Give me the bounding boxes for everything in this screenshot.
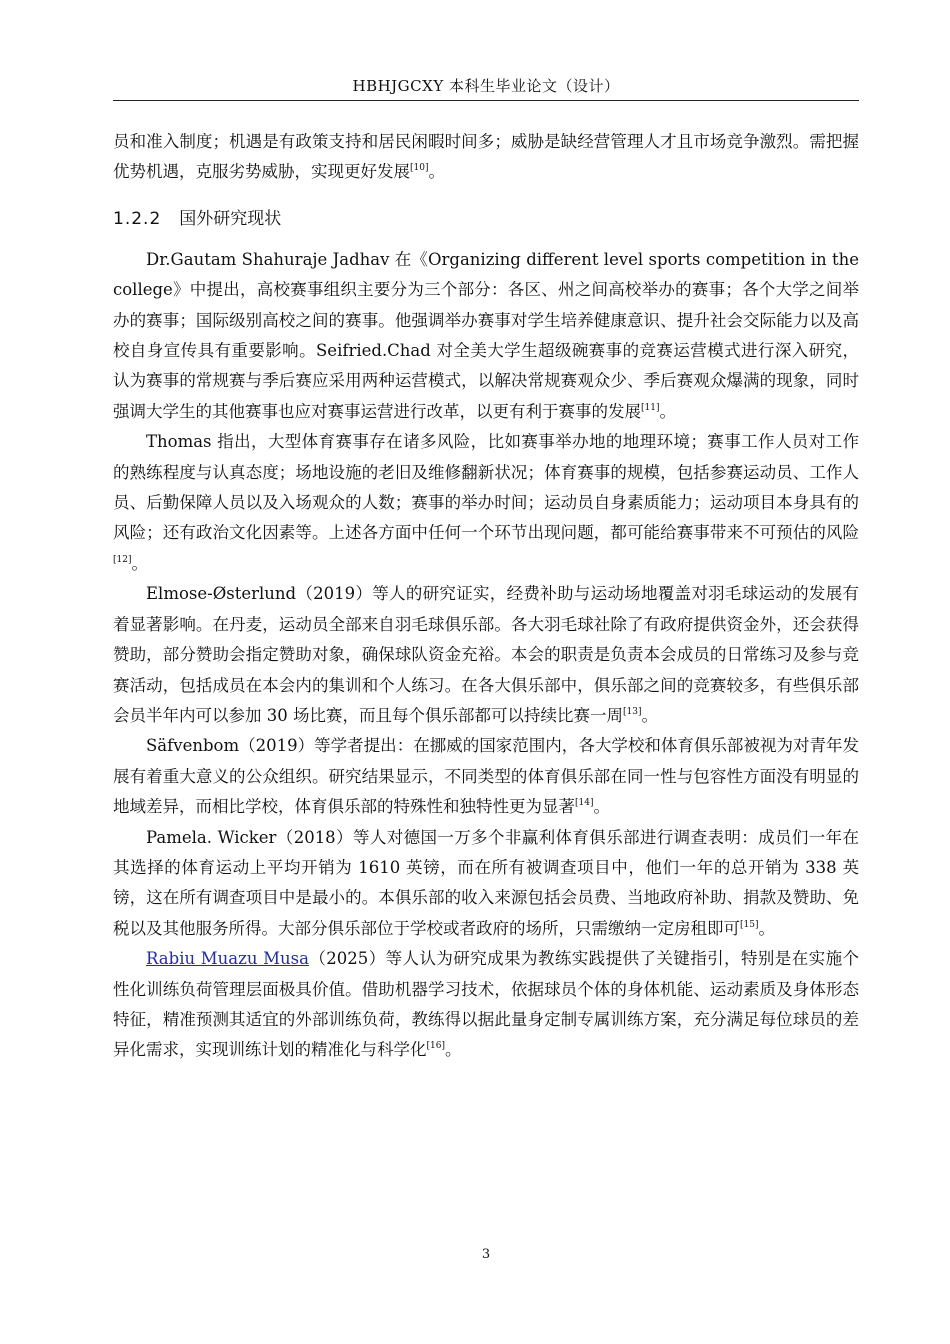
paragraph-text: Thomas 指出，大型体育赛事存在诸多风险，比如赛事举办地的地理环境；赛事工作人员对工作的熟练程度与认真态度；场地设施的老旧及维修翻新状况；体育赛事的规模，包括参赛运动员、工作人员、后勤保障人员以及入场观众的人数；赛事的举办时间；运动员自身素质能力；运动项目本身具有的风险；还有政治文化因素等。上述各方面中任何一个环节出现问题，都可能给赛事带来不可预估的风险 [113, 432, 859, 543]
section-title: 国外研究现状 [179, 208, 282, 229]
section-number: 1.2.2 [113, 208, 162, 229]
paragraph-safvenbom [113, 731, 859, 822]
paragraph-end: 。 [641, 705, 658, 725]
paragraph-end: 。 [428, 162, 445, 182]
paragraph-text: Pamela. Wicker（2018）等人对德国一万多个非赢利体育俱乐部进行调查表明：成员们一年在其选择的体育运动上平均开销为 1610 英镑，而在所有被调查项目中，他们一年的总开销为 338 英镑，这在所有调查项目中是最小的。本俱乐部的收入来源包括会员费、当地政府补助、捐款及赞助、免税以及其他服务所得。大部分俱乐部位于学校或者政府的场所，只需缴纳一定房租即可 [113, 827, 859, 938]
paragraph-wicker [113, 823, 859, 945]
paragraph-elmose [113, 579, 859, 731]
paragraph-text: Dr.Gautam Shahuraje Jadhav 在《Organizing different level sports competition in the college》中提出，高校赛事组织主要分为三个部分：各区、州之间高校举办的赛事；各个大学之间举办的赛事；国际级别高校之间的赛事。他强调举办赛事对学生培养健康意识、提升社会交际能力以及高校自身宣传具有重要影响。Seifried.Chad 对全美大学生超级碗赛事的竞赛运营模式进行深入研究，认为赛事的常规赛与季后赛应采用两种运营模式，以解决常规赛观众少、季后赛观众爆满的现象，同时强调大学生的其他赛事也应对赛事运营进行改革，以更有利于赛事的发展 [113, 249, 859, 421]
section-heading [113, 205, 859, 233]
paragraph-jadhav [113, 245, 859, 427]
page-number: 3 [481, 1247, 491, 1262]
intro-paragraph [113, 127, 859, 188]
page-content [113, 127, 859, 1066]
citation: [10] [410, 163, 429, 174]
paragraph-text: （2025）等人认为研究成果为教练实践提供了关键指引，特别是在实施个性化训练负荷管理层面极具价值。借助机器学习技术，依据球员个体的身体机能、运动素质及身体形态特征，精准预测其适宜的外部训练负荷，教练得以据此量身定制专属训练方案，充分满足每位球员的差异化需求，实现训练计划的精准化与科学化 [113, 949, 859, 1060]
citation: [15] [740, 919, 759, 930]
paragraph-text: 员和准入制度；机遇是有政策支持和居民闲暇时间多；威胁是缺经营管理人才且市场竞争激烈。需把握优势机遇，克服劣势威胁，实现更好发展 [113, 132, 859, 182]
paragraph-end: 。 [659, 401, 676, 421]
paragraph-thomas [113, 427, 859, 579]
citation: [13] [623, 706, 642, 717]
citation: [11] [641, 402, 660, 413]
header-rule [113, 100, 859, 101]
citation: [16] [426, 1041, 445, 1052]
paragraph-end: 。 [758, 918, 775, 938]
citation: [12] [113, 554, 132, 565]
paragraph-end: 。 [131, 553, 148, 573]
citation: [14] [575, 798, 594, 809]
page-header: HBHJGCXY 本科生毕业论文（设计） [352, 77, 620, 95]
paragraph-end: 。 [593, 797, 610, 817]
paragraph-musa [113, 944, 859, 1066]
paragraph-text: Säfvenbom（2019）等学者提出：在挪威的国家范围内，各大学校和体育俱乐部被视为对青年发展有着重大意义的公众组织。研究结果显示，不同类型的体育俱乐部在同一性与包容性方面没有明显的地域差异，而相比学校，体育俱乐部的特殊性和独特性更为显著 [113, 736, 859, 817]
paragraph-text: Elmose-Østerlund（2019）等人的研究证实，经费补助与运动场地覆盖对羽毛球运动的发展有着显著影响。在丹麦，运动员全部来自羽毛球俱乐部。各大羽毛球社除了有政府提供资金外，还会获得赞助，部分赞助会指定赞助对象，确保球队资金充裕。本会的职责是负责本会成员的日常练习及参与竞赛活动，包括成员在本会内的集训和个人练习。在各大俱乐部中，俱乐部之间的竞赛较多，有些俱乐部会员半年内可以参加 30 场比赛，而且每个俱乐部都可以持续比赛一周 [113, 584, 859, 725]
author-link[interactable]: Rabiu Muazu Musa [146, 949, 309, 969]
paragraph-end: 。 [444, 1040, 462, 1060]
